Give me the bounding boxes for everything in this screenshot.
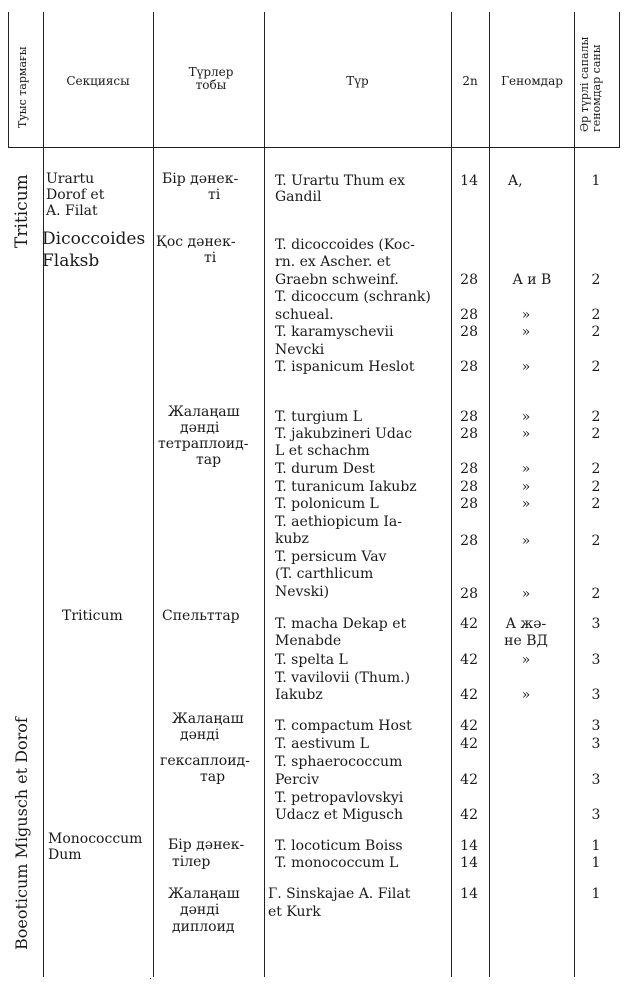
genome-value: A жә- — [505, 616, 547, 632]
species-name: L et schachm — [275, 443, 370, 459]
genome-count: 3 — [591, 772, 601, 788]
chromosome-count: 28 — [460, 533, 478, 549]
species-name: Gandil — [275, 189, 322, 205]
chromosome-count: 28 — [460, 586, 478, 602]
section-dicoccoides: Flaksb — [42, 251, 100, 271]
genome-ditto: » — [521, 687, 531, 703]
genome-count: 2 — [591, 307, 601, 323]
genome-count: 3 — [591, 807, 601, 823]
group-spelts: Спельттар — [162, 608, 240, 624]
group-naked-diploid: диплоид — [172, 919, 235, 935]
species-name: T. compactum Host — [275, 718, 412, 734]
table-rule — [8, 12, 9, 147]
species-name: T. locoticum Boiss — [275, 838, 403, 854]
genome-count: 3 — [591, 652, 601, 668]
genome-value: A и B — [512, 272, 552, 288]
chromosome-count: 42 — [460, 652, 478, 668]
genome-count: 2 — [591, 533, 601, 549]
genome-ditto: » — [521, 324, 531, 340]
genome-count: 2 — [591, 426, 601, 442]
chromosome-count: 14 — [460, 838, 478, 854]
species-name: T. dicoccum (schrank) — [275, 289, 431, 305]
section-urartu: Urartu — [46, 171, 95, 187]
genome-ditto: » — [521, 533, 531, 549]
species-name: Nevski) — [275, 584, 330, 600]
genome-value: A, — [508, 173, 523, 189]
table-rule — [489, 12, 490, 977]
chromosome-count: 42 — [460, 616, 478, 632]
species-name: T. aestivum L — [275, 736, 370, 752]
group-naked-tetraploid: тетраплоид- — [158, 436, 249, 452]
header-species: Түр — [346, 74, 369, 88]
chromosome-count: 42 — [460, 772, 478, 788]
chromosome-count: 14 — [460, 886, 478, 902]
group-naked-hexaploid: тар — [200, 769, 226, 785]
chromosome-count: 42 — [460, 687, 478, 703]
genome-count: 1 — [591, 838, 601, 854]
group-naked-tetraploid: тар — [196, 452, 222, 468]
species-name: Udacz et Migusch — [275, 807, 403, 823]
genome-ditto: » — [521, 479, 531, 495]
header-genome-count-text: Әр түрлі сапалы геномдар саны — [578, 36, 603, 132]
species-name: T. aethiopicum Ia- — [275, 514, 402, 530]
species-name: T. petropavlovskyi — [275, 790, 404, 806]
genome-count: 1 — [591, 886, 601, 902]
genome-value: не ВД — [504, 633, 548, 649]
genome-ditto: » — [521, 652, 531, 668]
chromosome-count: 28 — [460, 496, 478, 512]
genome-count: 2 — [591, 496, 601, 512]
species-name: T. durum Dest — [275, 461, 375, 477]
section-dicoccoides: Dicoccoides — [42, 229, 146, 249]
section-urartu: A. Filat — [46, 203, 98, 219]
group-naked-tetraploid: Жалаңаш — [168, 404, 240, 420]
species-name: T. karamyschevii — [275, 324, 394, 340]
table-rule — [153, 12, 154, 977]
section-triticum: Triticum — [62, 608, 123, 624]
species-name: T. monococcum L — [275, 855, 399, 871]
header-chromosome: 2n — [462, 74, 478, 88]
genome-count: 3 — [591, 718, 601, 734]
section-monococcum: Dum — [48, 847, 82, 863]
species-name: kubz — [275, 531, 309, 547]
genome-count: 2 — [591, 479, 601, 495]
chromosome-count: 42 — [460, 807, 478, 823]
header-genome-count — [579, 14, 603, 132]
table-rule — [574, 12, 575, 977]
genome-count: 2 — [591, 409, 601, 425]
table-rule — [619, 12, 620, 147]
species-name: Perciv — [275, 772, 319, 788]
species-name: T. dicoccoides (Koc- — [275, 237, 415, 253]
chromosome-count: 28 — [460, 426, 478, 442]
genome-ditto: » — [521, 586, 531, 602]
species-name: rn. ex Ascher. et — [275, 254, 391, 270]
group-naked-tetraploid: дәнді — [180, 420, 220, 436]
group-two-grain: ті — [204, 250, 217, 266]
group-one-grain-plural: тілер — [172, 854, 211, 870]
species-name: T. spelta L — [275, 652, 348, 668]
genome-count: 3 — [591, 687, 601, 703]
header-group: Түрлер тобы — [188, 65, 234, 92]
chromosome-count: 28 — [460, 272, 478, 288]
species-name: T. persicum Vav — [275, 549, 387, 565]
species-name: Graebn schweinf. — [275, 272, 399, 288]
genome-count: 2 — [591, 272, 601, 288]
table-rule — [150, 978, 151, 979]
species-name: Г. Sinskajae A. Filat — [268, 886, 411, 902]
section-monococcum: Monococcum — [48, 831, 143, 847]
species-name: Menabde — [275, 633, 342, 649]
genome-ditto: » — [521, 409, 531, 425]
species-name: Nevcki — [275, 342, 325, 358]
chromosome-count: 28 — [460, 479, 478, 495]
table-rule — [8, 147, 620, 148]
genome-count: 2 — [591, 586, 601, 602]
species-name: T. turgium L — [275, 409, 362, 425]
species-name: T. sphaerococcum — [275, 754, 403, 770]
chromosome-count: 28 — [460, 359, 478, 375]
species-name: T. vavilovii (Thum.) — [275, 670, 411, 686]
group-naked-hexaploid: гексаплоид- — [160, 753, 250, 769]
group-naked-diploid: Жалаңаш — [168, 886, 240, 902]
genome-ditto: » — [521, 307, 531, 323]
genome-ditto: » — [521, 461, 531, 477]
chromosome-count: 14 — [460, 173, 478, 189]
chromosome-count: 28 — [460, 307, 478, 323]
chromosome-count: 42 — [460, 718, 478, 734]
genome-count: 2 — [591, 461, 601, 477]
chromosome-count: 28 — [460, 409, 478, 425]
species-name: T. jakubzineri Udac — [275, 426, 413, 442]
table-rule — [43, 12, 44, 977]
group-naked-hexaploid: дәнді — [180, 727, 220, 743]
header-subgenus: Туыс тармағы — [16, 46, 29, 128]
section-urartu: Dorof et — [46, 187, 105, 203]
species-name: T. turanicum Iakubz — [275, 479, 417, 495]
chromosome-count: 28 — [460, 461, 478, 477]
subgenus-triticum: Triticum — [12, 174, 32, 248]
group-one-grain: Бір дәнек- — [162, 171, 239, 187]
chromosome-count: 42 — [460, 736, 478, 752]
group-naked-hexaploid: Жалаңаш — [172, 711, 244, 727]
chromosome-count: 28 — [460, 324, 478, 340]
genome-count: 2 — [591, 359, 601, 375]
genome-count: 1 — [591, 173, 601, 189]
genome-count: 3 — [591, 736, 601, 752]
group-one-grain: ті — [208, 187, 221, 203]
genome-ditto: » — [521, 496, 531, 512]
header-genomes: Геномдар — [501, 74, 563, 88]
species-name: T. macha Dekap et — [275, 616, 407, 632]
subgenus-boeoticum: Boeoticum Migusch et Dorof — [12, 717, 31, 950]
genome-count: 3 — [591, 616, 601, 632]
genome-ditto: » — [521, 359, 531, 375]
species-name: (T. carthlicum — [275, 566, 374, 582]
species-name: T. polonicum L — [275, 496, 379, 512]
group-two-grain: Қос дәнек- — [156, 234, 236, 250]
species-name: Iakubz — [275, 687, 323, 703]
species-name: schueal. — [275, 307, 334, 323]
genome-ditto: » — [521, 426, 531, 442]
species-name: T. Urartu Thum ex — [275, 173, 406, 189]
table-rule — [264, 12, 265, 977]
species-name: et Kurk — [268, 904, 321, 920]
species-name: T. ispanicum Heslot — [275, 359, 415, 375]
chromosome-count: 14 — [460, 855, 478, 871]
group-naked-diploid: дәнді — [180, 902, 220, 918]
group-one-grain-plural: Бір дәнек- — [168, 837, 245, 853]
genome-count: 2 — [591, 324, 601, 340]
genome-count: 1 — [591, 855, 601, 871]
header-section: Секциясы — [66, 74, 130, 88]
